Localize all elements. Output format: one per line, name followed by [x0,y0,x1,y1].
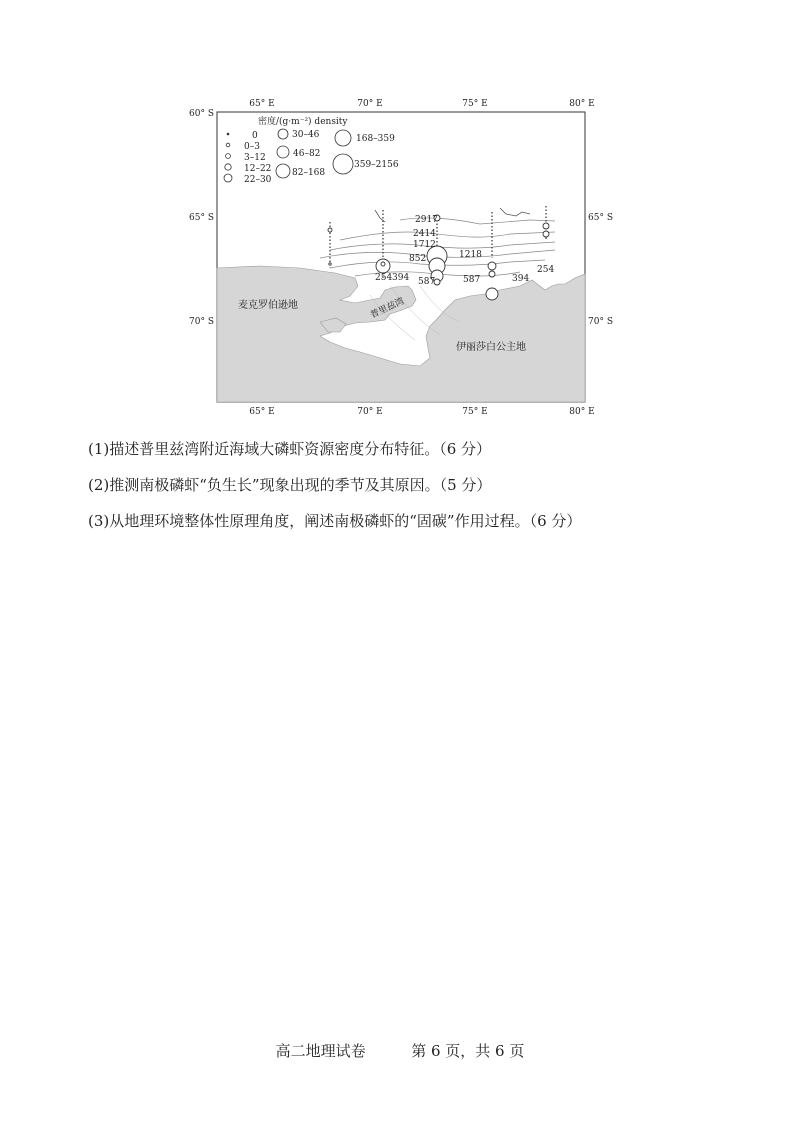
legend-item: 0 [252,131,258,141]
contour-label: 2414 [413,229,436,239]
place-label-prydz-bay: 普里兹湾 [369,296,406,321]
contour-label: 1218 [459,250,482,260]
legend-item: 12–22 [244,164,272,174]
axis-label-top: 70° E [357,99,383,109]
legend-item: 168–359 [356,134,395,144]
axis-label-left: 70° S [189,317,214,327]
legend-item: 3–12 [244,153,266,163]
footer-page-number: 第 6 页，共 6 页 [411,1042,525,1060]
page-footer [0,1040,800,1061]
axis-label-bottom: 80° E [569,407,595,417]
axis-label-top: 75° E [462,99,488,109]
contour-label: 394 [512,274,530,284]
legend-title: 密度/(g·m⁻²) density [258,117,348,127]
axis-label-left: 65° S [189,213,214,223]
contour-label: 852 [409,254,427,264]
contour-label: 254 [375,273,393,283]
legend-item: 22–30 [244,175,272,185]
legend-item: 359–2156 [354,160,399,170]
contour-label: 587 [418,277,436,287]
legend-item: 0–3 [244,142,260,152]
axis-label-top: 65° E [249,99,275,109]
contour-label: 1712 [413,240,436,250]
question-2: (2)推测南极磷虾“负生长”现象出现的季节及其原因。（5 分） [88,476,492,494]
axis-label-left: 60° S [189,109,214,119]
axis-label-top: 80° E [569,99,595,109]
place-label-princess-elizabeth-land: 伊丽莎白公主地 [456,342,526,353]
legend-item: 30–46 [292,130,320,140]
question-1: (1)描述普里兹湾附近海域大磷虾资源密度分布特征。（6 分） [88,440,492,458]
axis-label-bottom: 70° E [357,407,383,417]
axis-label-bottom: 75° E [462,407,488,417]
contour-label: 587 [463,275,481,285]
contour-label: 254 [537,265,555,275]
axis-label-right: 70° S [588,317,613,327]
krill-density-map [180,90,613,420]
question-3: (3)从地理环境整体性原理角度，阐述南极磷虾的“固碳”作用过程。（6 分） [88,512,582,530]
axis-label-right: 65° S [588,213,613,223]
footer-subject: 高二地理试卷 [275,1042,366,1060]
axis-label-bottom: 65° E [249,407,275,417]
contour-label: 2917 [415,215,438,225]
place-label-mac-robertson-land: 麦克罗伯逊地 [238,300,298,311]
legend-item: 46–82 [293,149,321,159]
legend-item: 82–168 [292,168,326,178]
contour-label: 394 [392,273,410,283]
